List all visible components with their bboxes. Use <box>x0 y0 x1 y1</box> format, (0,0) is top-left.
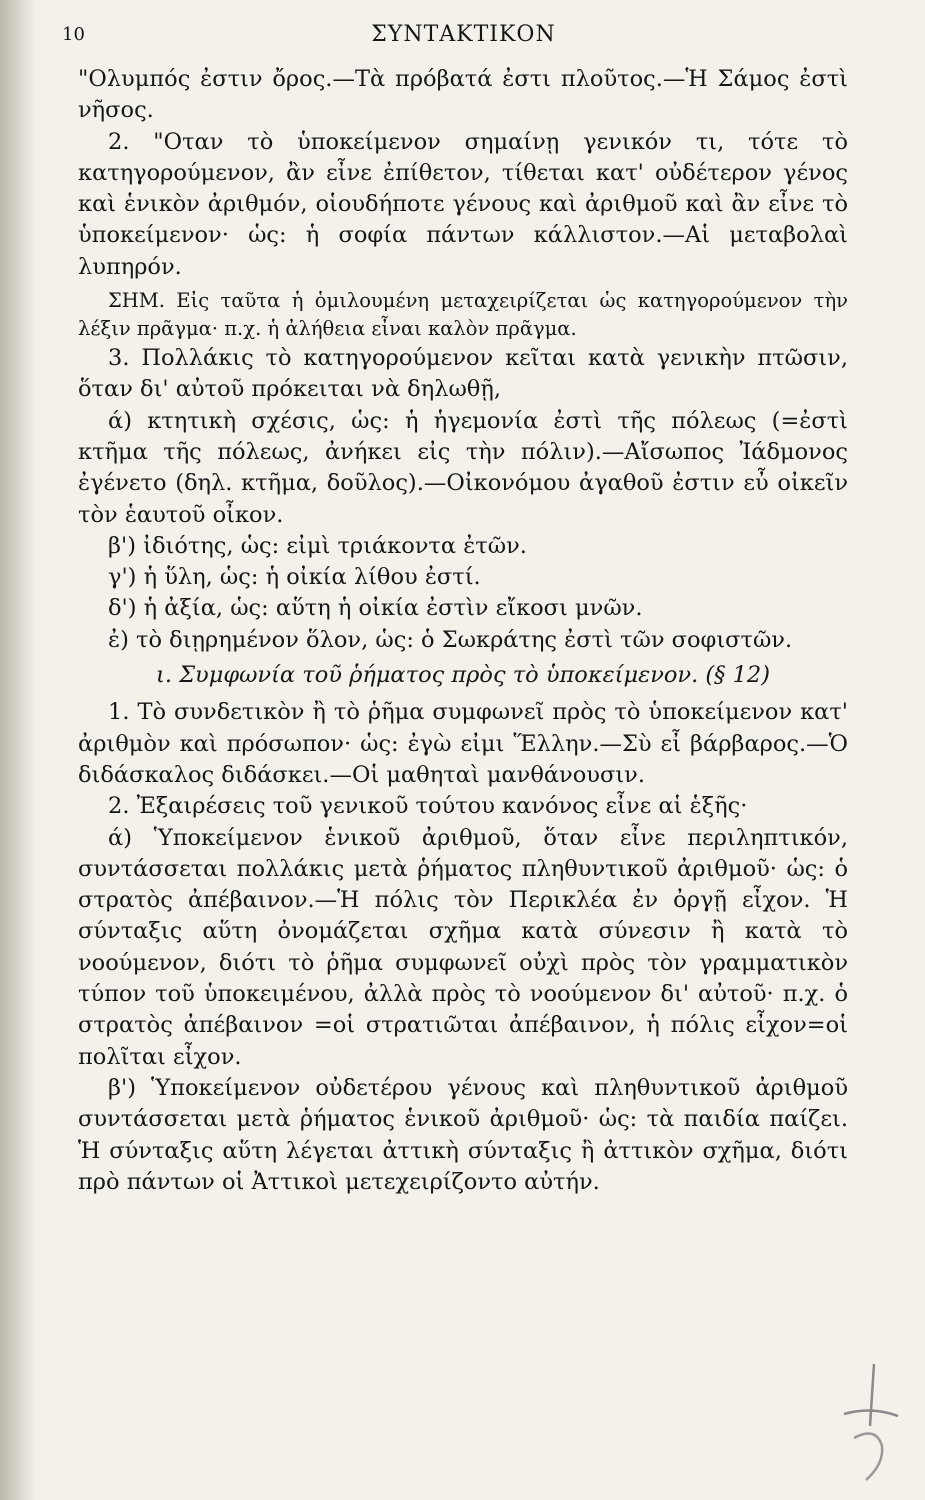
paragraph-exceptions: 2. Ἐξαιρέσεις τοῦ γενικοῦ τούτου κανόνος εἶνε αἱ ἑξῆς· <box>108 793 748 820</box>
exception-a: ά) Ὑποκείμενον ἑνικοῦ ἀριθμοῦ, ὅταν εἶνε περιληπτικόν, συντάσσεται πολλάκις μετὰ ῥήματος πληθυντικοῦ ἀριθμοῦ· ὡς: ὁ στρατὸς ἀπέβαινον.—Ἡ πόλις τὸν Περικλέα ἐν ὀργῇ εἶχον. Ἡ σύνταξις αὕτη ὀνομάζεται σχῆμα κατὰ σύνεσιν ἢ κατὰ τὸ νοούμενον, διότι τὸ ῥῆμα συμφωνεῖ οὐχὶ πρὸς τὸν γραμματικὸν τύπον τοῦ ὑποκειμένου, ἀλλὰ πρὸς τὸ νοούμενον δι' αὐτοῦ· π.χ. ὁ στρατὸς ἀπέβαινον =οἱ στρατιῶται ἀπέβαινον, ἡ πόλις εἶχον=οἱ πολῖται εἶχον. <box>78 824 848 1070</box>
list-item-d: δ') ἡ ἀξία, ὡς: αὕτη ἡ οἰκία ἐστὶν εἴκοσι μνῶν. <box>108 595 643 622</box>
exception-b: β') Ὑποκείμενον οὐδετέρου γένους καὶ πληθυντικοῦ ἀριθμοῦ συντάσσεται μετὰ ῥήματος ἑνικοῦ ἀριθμοῦ· ὡς: τὰ παιδία παίζει. Ἡ σύνταξις αὕτη λέγεται ἀττικὴ σύνταξις ἢ ἀττικὸν σχῆμα, διότι πρὸ πάντων οἱ Ἀττικοὶ μετεχειρίζοντο αὐτήν. <box>78 1074 848 1195</box>
list-item-a: ά) κτητικὴ σχέσις, ὡς: ἡ ἡγεμονία ἐστὶ τῆς πόλεως (=ἐστὶ κτῆμα τῆς πόλεως, ἀνήκει εἰς τὴν πόλιν).—Αἴσωπος Ἰάδμονος ἐγένετο (δηλ. κτῆμα, δοῦλος).—Οἰκονόμου ἀγαθοῦ ἐστιν εὖ οἰκεῖν τὸν ἑαυτοῦ οἶκον. <box>78 407 848 528</box>
paragraph-examples: "Ολυμπός ἐστιν ὄρος.—Τὰ πρόβατά ἐστι πλοῦτος.—Ἡ Σάμος ἐστὶ νῆσος. <box>78 66 848 124</box>
list-item-e: ἐ) τὸ διῃρημένον ὅλον, ὡς: ὁ Σωκράτης ἐστὶ τῶν σοφιστῶν. <box>108 626 793 653</box>
page-gutter-shadow <box>0 0 36 1500</box>
paragraph-note: ΣΗΜ. Εἰς ταῦτα ἡ ὁμιλουμένη μεταχειρίζεται ὡς κατηγορούμενον τὴν λέξιν πρᾶγμα· π.χ. ἡ ἀλήθεια εἶναι καλὸν πρᾶγμα. <box>78 289 848 341</box>
page-header <box>62 18 865 58</box>
list-item-b: β') ἰδιότης, ὡς: εἰμὶ τριάκοντα ἐτῶν. <box>108 532 527 559</box>
paragraph-rule-2: 2. "Οταν τὸ ὑποκείμενον σημαίνῃ γενικόν τι, τότε τὸ κατηγορούμενον, ἂν εἶνε ἐπίθετον, τίθεται κατ' οὐδέτερον γένος καὶ ἑνικὸν ἀριθμόν, οἱουδήποτε γένους καὶ ἀριθμοῦ καὶ ἂν εἶνε τὸ ὑποκείμενον· ὡς: ἡ σοφία πάντων κάλλιστον.—Αἱ μεταβολαὶ λυπηρόν. <box>78 128 848 280</box>
list-item-c: γ') ἡ ὕλη, ὡς: ἡ οἰκία λίθου ἐστί. <box>108 564 481 591</box>
paragraph-rule-1: 1. Τὸ συνδετικὸν ἢ τὸ ῥῆμα συμφωνεῖ πρὸς τὸ ὑποκείμενον κατ' ἀριθμὸν καὶ πρόσωπον· ὡς: ἐγὼ εἰμι Ἕλλην.—Σὺ εἶ βάρβαρος.—Ὁ διδάσκαλος διδάσκει.—Οἱ μαθηταὶ μανθάνουσιν. <box>78 699 848 788</box>
running-head: ΣΥΝΤΑΚΤΙΚΟΝ <box>371 22 556 47</box>
paragraph-rule-3: 3. Πολλάκις τὸ κατηγορούμενον κεῖται κατὰ γενικὴν πτῶσιν, ὅταν δι' αὐτοῦ πρόκειται νὰ δηλωθῇ, <box>78 345 848 403</box>
section-heading: ι. Συμφωνία τοῦ ῥήματος πρὸς τὸ ὑποκείμενον. (§ 12) <box>156 662 770 689</box>
page-number: 10 <box>62 24 85 45</box>
pencil-mark <box>836 1356 906 1486</box>
page-body <box>78 64 848 1198</box>
